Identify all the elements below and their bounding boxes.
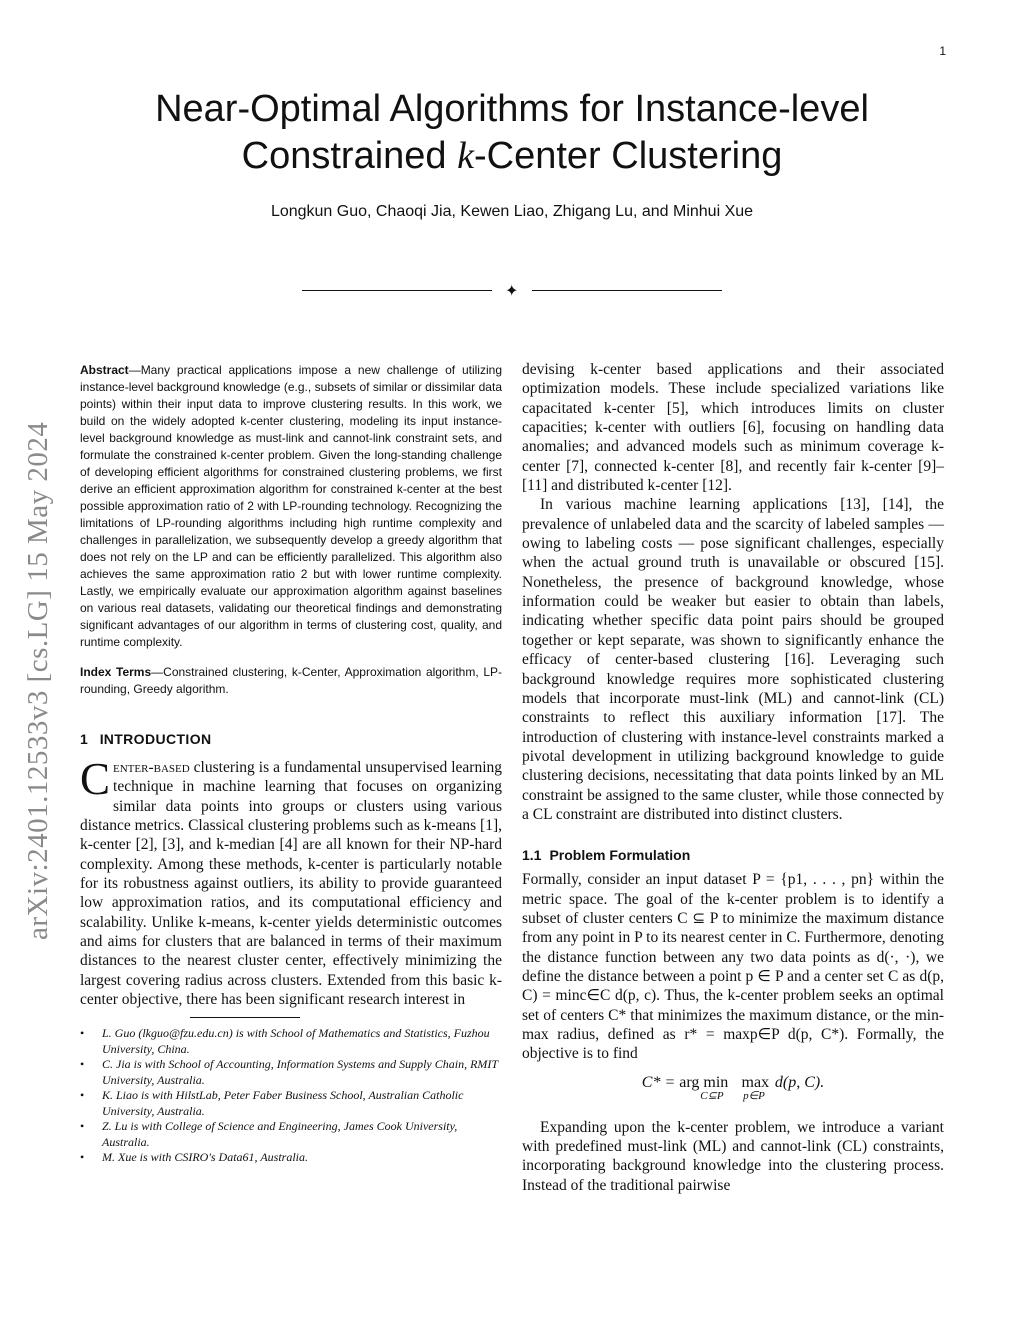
index-terms-text: —Constrained clustering, k-Center, Approximation algorithm, LP-rounding, Greedy algorithm. bbox=[80, 665, 503, 696]
paragraph-variant: Expanding upon the k-center problem, we introduce a variant with predefined must-link (ML) and cannot-link (CL) constraints, incorporating background knowledge into the clustering process. Instead of the traditional pairwise bbox=[522, 1118, 944, 1194]
intro-text: clustering is a fundamental unsupervised learning technique in machine learning that focuses on organizing similar data points into groups or clusters using various distance metrics. Classical clustering problems such as k-means [1], k-center [2], [3], and k-median [4] are all known for their NP-hard complexity. Among these methods, k-center is particularly notable for its robustness against outliers, its ability to provide guaranteed low approximation ratios, and its computational efficiency and scalability. Unlike k-means, k-center yields deterministic outcomes and aims for clusters that are balanced in terms of their maximum distances to the nearest cluster center, effectively minimizing the largest covering radius across clusters. Extended from this basic k-center objective, there has been significant research interest in bbox=[80, 759, 502, 1009]
subsection-title: Problem Formulation bbox=[549, 847, 691, 864]
paragraph-applications: devising k-center based applications and their associated optimization models. These include specialized variations like capacitated k-center [5], which introduces limits on cluster capacities; k-center with outliers [6], focusing on handling data anomalies; and advanced models such as minimum coverage k-center [7], connected k-center [8], and recently fair k-center [9]–[11] and distributed k-center [12]. bbox=[522, 361, 944, 495]
objective-equation bbox=[522, 1074, 944, 1104]
section-number: 1 bbox=[80, 731, 88, 747]
arxiv-stamp: arXiv:2401.12533v3 [cs.LG] 15 May 2024 bbox=[22, 421, 54, 940]
title-k: k bbox=[457, 135, 474, 177]
index-terms-label: Index Terms bbox=[80, 665, 152, 679]
author-list: Longkun Guo, Chaoqi Jia, Kewen Liao, Zhigang Lu, and Minhui Xue bbox=[270, 203, 754, 220]
divider-rule-left bbox=[302, 290, 492, 291]
paragraph-background-knowledge: In various machine learning applications [13], [14], the prevalence of unlabeled data and the scarcity of labeled samples — owing to labeling costs — pose significant challenges, especially when the actual ground truth is unavailable or obscured [15]. Nonetheless, the presence of background knowledge, whose information could be weaker but easier to obtain than labels, indicating whether specific data point pairs should be grouped together or kept separate, was shown to significantly enhance the efficacy of center-based clustering [16]. Leveraging such background knowledge requires more sophisticated clustering models that incorporate must-link (ML) and cannot-link (CL) constraints to reflect this auxiliary information [17]. The introduction of clustering with instance-level constraints marked a pivotal development in utilizing background knowledge to guide clustering decisions, necessitating that data points linked by an ML constraint be assigned to the same cluster, while those connected by a CL constraint are distributed into distinct clusters. bbox=[522, 496, 944, 823]
intro-smallcaps: enter-based bbox=[113, 759, 190, 776]
divider-star-icon: ✦ bbox=[505, 281, 519, 300]
section-title-rest: NTRODUCTION bbox=[103, 731, 212, 747]
subsection-number: 1.1 bbox=[522, 847, 542, 864]
affiliation-footnotes bbox=[80, 1026, 502, 1166]
title-line-2-post: -Center Clustering bbox=[474, 135, 783, 177]
right-column bbox=[522, 360, 944, 1195]
left-column bbox=[80, 362, 502, 1166]
abstract bbox=[80, 362, 502, 651]
footnote-item: • L. Guo (lkguo@fzu.edu.cn) is with School of Mathematics and Statistics, Fuzhou University, China. bbox=[80, 1026, 502, 1057]
title-line-1: Near-Optimal Algorithms for Instance-level bbox=[155, 88, 869, 130]
paper-title bbox=[80, 86, 944, 180]
footnote-rule bbox=[190, 1017, 300, 1018]
title-divider bbox=[302, 281, 722, 301]
equation-lhs: C* = bbox=[641, 1073, 680, 1091]
footnote-item: • Z. Lu is with College of Science and Engineering, James Cook University, Australia. bbox=[80, 1119, 502, 1150]
abstract-text: —Many practical applications impose a new challenge of utilizing instance-level background knowledge (e.g., subsets of similar or dissimilar data points) within their input data to improve clustering results. In this work, we build on the widely adopted k-center clustering, modeling its input instance-level background knowledge as must-link and cannot-link constraint sets, and formulate the constrained k-center problem. Given the long-standing challenge of developing efficient algorithms for constrained clustering problems, we first derive an efficient approximation algorithm for constrained k-center at the best possible approximation ratio of 2 with LP-rounding technology. Recognizing the limitations of LP-rounding algorithms including high runtime complexity and challenges in parallelization, we subsequently develop a greedy algorithm that does not rely on the LP and can be efficiently parallelized. This algorithm also achieves the same approximation ratio 2 but with lower runtime complexity. Lastly, we empirically evaluate our approximation algorithm against baselines on various real datasets, validating our theoretical findings and demonstrating significant advantages of our algorithm in terms of clustering cost, quality, and runtime complexity. bbox=[80, 363, 502, 649]
dropcap: C bbox=[80, 754, 111, 804]
equation-rhs: d(p, C). bbox=[770, 1073, 825, 1091]
equation-argmin: arg min bbox=[679, 1073, 729, 1091]
equation-argmin-subscript: C⊆P bbox=[700, 1089, 724, 1102]
equation-max: max bbox=[737, 1073, 770, 1091]
intro-paragraph bbox=[80, 754, 502, 1009]
subsection-heading-problem-formulation bbox=[522, 847, 944, 863]
divider-rule-right bbox=[532, 290, 722, 291]
abstract-label: Abstract bbox=[80, 363, 129, 377]
footnote-item: • K. Liao is with HilstLab, Peter Faber Business School, Australian Catholic University, Australia. bbox=[80, 1088, 502, 1119]
page-number: 1 bbox=[939, 44, 946, 58]
paragraph-formulation: Formally, consider an input dataset P = {p1, . . . , pn} within the metric space. The goal of the k-center problem is to identify a subset of cluster centers C ⊆ P to minimize the maximum distance from any point in P to its nearest center in C. Furthermore, denoting the distance function between any two data points as d(·, ·), we define the distance between a point p ∈ P and a center set C as d(p, C) = minc∈C d(p, c). Thus, the k-center problem seeks an optimal set of centers C* that minimizes the maximum distance, or the min-max radius, defined as r* = maxp∈P d(p, C*). Formally, the objective is to find bbox=[522, 871, 944, 1063]
section-heading-introduction bbox=[80, 731, 502, 747]
equation-max-subscript: p∈P bbox=[743, 1089, 765, 1102]
section-title-first-letter: I bbox=[99, 731, 104, 747]
footnote-item: • C. Jia is with School of Accounting, Information Systems and Supply Chain, RMIT University, Australia. bbox=[80, 1057, 502, 1088]
title-line-2 bbox=[80, 133, 944, 180]
footnote-item: • M. Xue is with CSIRO's Data61, Australia. bbox=[80, 1150, 502, 1166]
index-terms bbox=[80, 664, 502, 698]
title-line-2-pre: Constrained bbox=[241, 135, 458, 177]
